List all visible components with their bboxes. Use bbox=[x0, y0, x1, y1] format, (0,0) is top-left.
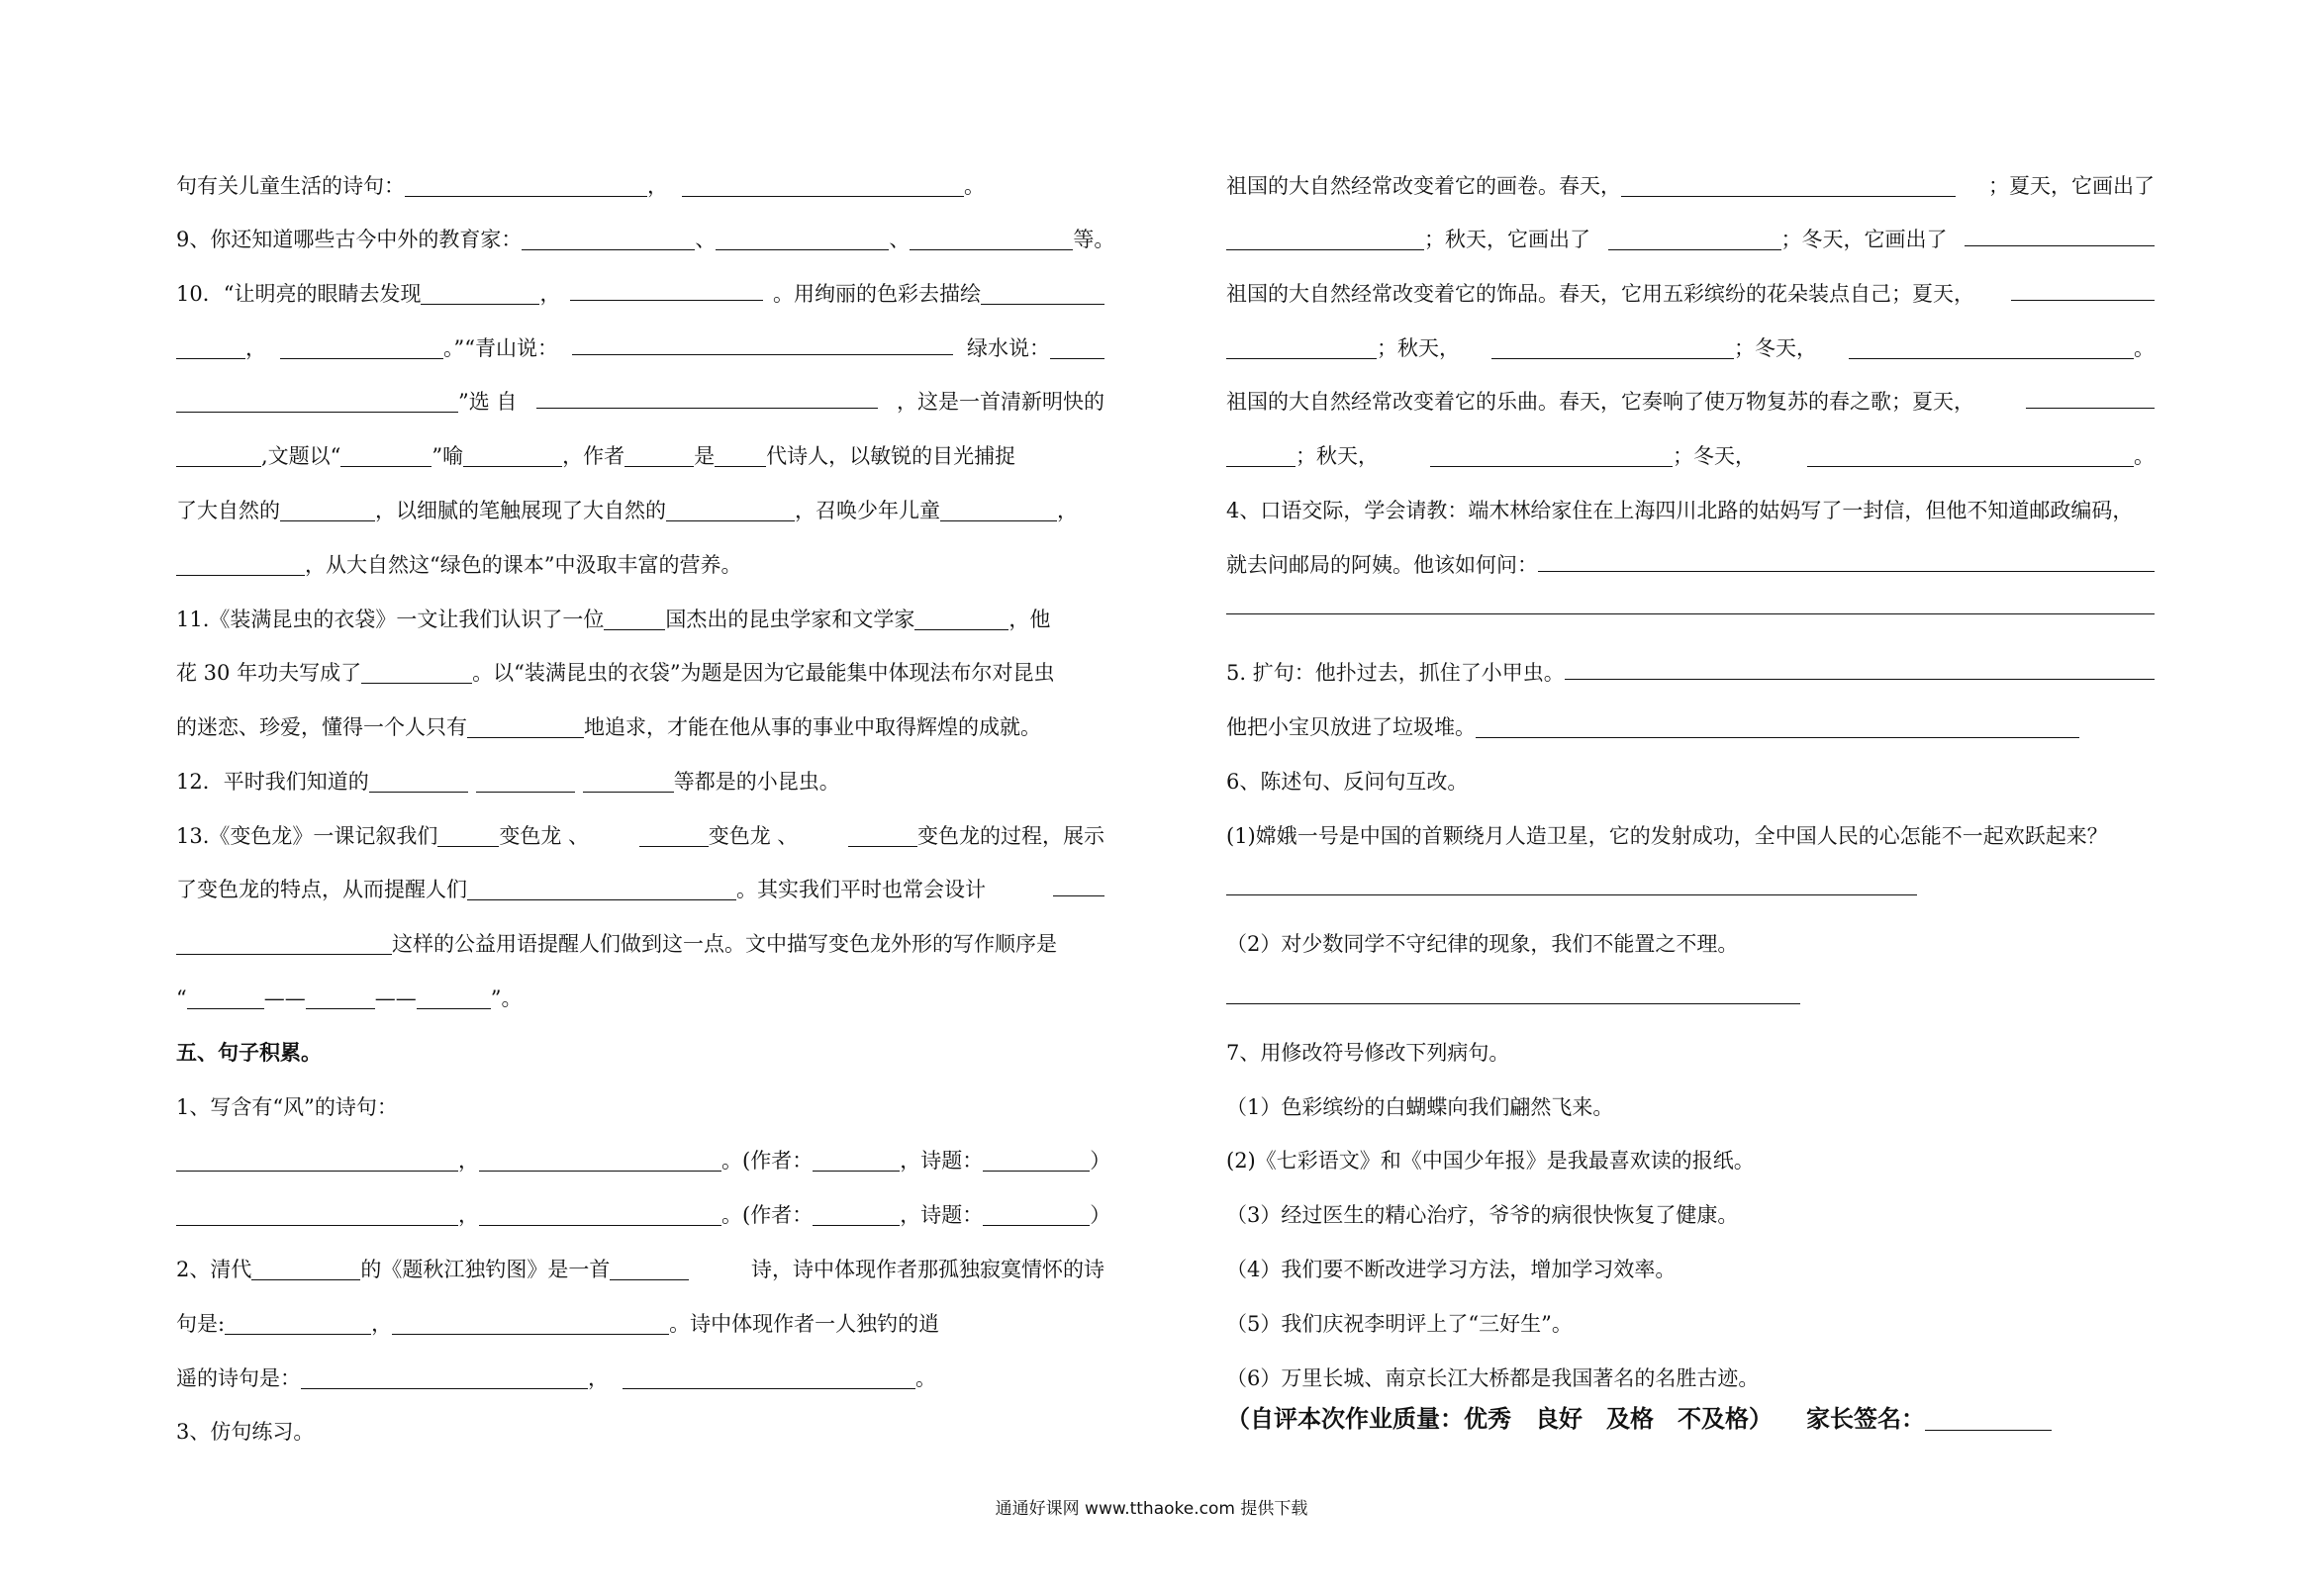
line: 的迷恋、珍爱，懂得一个人只有 地追求，才能在他从事的事业中取得辉煌的成就。 bbox=[176, 707, 1104, 747]
blank[interactable] bbox=[1226, 224, 1424, 250]
line: ， 。”“青山说： 绿水说： bbox=[176, 329, 1104, 368]
line: （5）我们庆祝李明评上了“三好生”。 bbox=[1226, 1312, 1573, 1336]
blank[interactable] bbox=[280, 495, 375, 521]
line: 3、仿句练习。 bbox=[176, 1420, 315, 1444]
blank[interactable] bbox=[1053, 870, 1104, 896]
line: 了大自然的 ，以细腻的笔触展现了大自然的 ，召唤少年儿童 ， bbox=[176, 491, 1104, 530]
answer-line[interactable] bbox=[1538, 545, 2155, 572]
self-eval-label: （自评本次作业质量：优秀 bbox=[1226, 1405, 1511, 1433]
blank[interactable] bbox=[572, 329, 953, 355]
blank[interactable] bbox=[583, 766, 674, 793]
option-good[interactable]: 良好 bbox=[1535, 1405, 1583, 1433]
blank[interactable] bbox=[623, 1362, 915, 1389]
line: ；秋天， ；冬天， 。 bbox=[1226, 329, 2155, 368]
blank[interactable] bbox=[1965, 220, 2155, 246]
answer-line[interactable] bbox=[1565, 653, 2155, 680]
line: 12．平时我们知道的 等都是的小昆虫。 bbox=[176, 762, 1104, 801]
blank[interactable] bbox=[1050, 332, 1104, 359]
blank[interactable] bbox=[176, 332, 245, 359]
blank[interactable] bbox=[467, 874, 736, 900]
blank[interactable] bbox=[340, 440, 432, 467]
line: ；秋天， ；冬天， 。 bbox=[1226, 436, 2155, 476]
blank[interactable] bbox=[914, 604, 1008, 630]
line: 4、口语交际，学会请教：端木林给家住在上海四川北路的姑妈写了一封信，但他不知道邮政编码， bbox=[1226, 499, 2134, 522]
footer: 通通好课网 www.tthaoke.com 提供下载 bbox=[995, 1499, 1308, 1519]
blank[interactable] bbox=[536, 382, 878, 409]
line: 11.《装满昆虫的衣袋》一文让我们认识了一位 国杰出的昆虫学家和文学家 ，他 bbox=[176, 600, 1104, 639]
section-heading: 五、句子积累。 bbox=[176, 1041, 322, 1065]
blank[interactable] bbox=[848, 820, 917, 847]
line: 他把小宝贝放进了垃圾堆。 bbox=[1226, 707, 2155, 747]
blank[interactable] bbox=[176, 1199, 458, 1226]
blank[interactable] bbox=[666, 495, 795, 521]
blank[interactable] bbox=[176, 386, 458, 413]
line: 句有关儿童生活的诗句： ， 。 bbox=[176, 166, 1104, 206]
answer-line[interactable] bbox=[1226, 869, 1917, 895]
blank[interactable] bbox=[463, 440, 562, 467]
blank[interactable] bbox=[813, 1145, 900, 1172]
line: 5. 扩句：他扑过去，抓住了小甲虫。 bbox=[1226, 653, 2155, 693]
blank[interactable] bbox=[417, 983, 491, 1009]
blank[interactable] bbox=[2026, 382, 2155, 409]
blank[interactable] bbox=[1608, 224, 1781, 250]
answer-line[interactable] bbox=[1476, 711, 2079, 738]
line: 祖国的大自然经常改变着它的画卷。春天， ；夏天，它画出了 bbox=[1226, 166, 2155, 206]
blank[interactable] bbox=[1226, 332, 1377, 359]
answer-line[interactable] bbox=[1226, 978, 1800, 1004]
blank[interactable] bbox=[421, 278, 539, 305]
line: 13.《变色龙》一课记叙我们 变色龙 、 变色龙 、 变色龙的过程，展示 bbox=[176, 816, 1104, 856]
blank[interactable] bbox=[604, 604, 665, 630]
line: 9、你还知道哪些古今中外的教育家： 、 、 等。 bbox=[176, 220, 1104, 259]
parent-signature-blank[interactable] bbox=[1925, 1400, 2052, 1431]
blank[interactable] bbox=[715, 440, 766, 467]
line: 6、陈述句、反问句互改。 bbox=[1226, 770, 1469, 794]
line: “ —— —— ”。 bbox=[176, 979, 1104, 1018]
blank[interactable] bbox=[437, 820, 499, 847]
blank[interactable] bbox=[716, 224, 889, 250]
blank[interactable] bbox=[280, 332, 443, 359]
line: 句是: ， 。诗中体现作者一人独钓的逍 bbox=[176, 1304, 1104, 1344]
line: （2）对少数同学不守纪律的现象，我们不能置之不理。 bbox=[1226, 932, 1739, 956]
line: （6）万里长城、南京长江大桥都是我国著名的名胜古迹。 bbox=[1226, 1366, 1760, 1390]
line: ， 。(作者： ，诗题： ） bbox=[176, 1141, 1104, 1180]
option-pass[interactable]: 及格 bbox=[1606, 1405, 1654, 1433]
blank[interactable] bbox=[522, 224, 695, 250]
blank[interactable] bbox=[405, 170, 647, 197]
blank[interactable] bbox=[639, 820, 709, 847]
line: 1、写含有“风”的诗句： bbox=[176, 1095, 398, 1119]
blank[interactable] bbox=[1621, 170, 1956, 197]
parent-signature-label: 家长签名： bbox=[1806, 1405, 1925, 1433]
blank[interactable] bbox=[176, 440, 261, 467]
blank[interactable] bbox=[176, 1145, 458, 1172]
blank[interactable] bbox=[176, 549, 305, 576]
blank[interactable] bbox=[1849, 332, 2134, 359]
line: 花 30 年功夫写成了 。以“装满昆虫的衣袋”为题是因为它最能集中体现法布尔对昆虫 bbox=[176, 653, 1104, 693]
line: （4）我们要不断改进学习方法，增加学习效率。 bbox=[1226, 1258, 1677, 1281]
blank[interactable] bbox=[301, 1362, 588, 1389]
line: (2)《七彩语文》和《中国少年报》是我最喜欢读的报纸。 bbox=[1226, 1149, 1755, 1173]
line: 这样的公益用语提醒人们做到这一点。文中描写变色龙外形的写作顺序是 bbox=[176, 924, 1104, 964]
blank[interactable] bbox=[369, 766, 468, 793]
line: ；秋天，它画出了 ；冬天，它画出了 bbox=[1226, 220, 2155, 259]
answer-line[interactable] bbox=[1226, 588, 2155, 614]
blank[interactable] bbox=[187, 983, 264, 1009]
blank[interactable] bbox=[467, 711, 584, 738]
line: 祖国的大自然经常改变着它的饰品。春天，它用五彩缤纷的花朵装点自己；夏天， bbox=[1226, 274, 2155, 314]
blank[interactable] bbox=[1807, 440, 2134, 467]
line: ”选 自 ，这是一首清新明快的 bbox=[176, 382, 1104, 422]
blank[interactable] bbox=[1430, 440, 1673, 467]
blank[interactable] bbox=[2011, 274, 2155, 301]
line: 了变色龙的特点，从而提醒人们 。其实我们平时也常会设计 bbox=[176, 870, 1104, 909]
blank[interactable] bbox=[476, 766, 575, 793]
line: 就去问邮局的阿姨。他该如何问： bbox=[1226, 545, 2155, 585]
blank[interactable] bbox=[392, 1308, 669, 1335]
blank[interactable] bbox=[1226, 440, 1295, 467]
blank[interactable] bbox=[983, 1145, 1090, 1172]
line: 2、清代 的《题秋江独钓图》是一首 诗，诗中体现作者那孤独寂寞情怀的诗 bbox=[176, 1250, 1104, 1289]
blank[interactable] bbox=[610, 1254, 689, 1280]
blank[interactable] bbox=[251, 1254, 360, 1280]
blank[interactable] bbox=[1491, 332, 1734, 359]
blank[interactable] bbox=[813, 1199, 900, 1226]
blank[interactable] bbox=[940, 495, 1057, 521]
line: （3）经过医生的精心治疗，爷爷的病很快恢复了健康。 bbox=[1226, 1203, 1739, 1227]
blank[interactable] bbox=[682, 170, 964, 197]
blank[interactable] bbox=[479, 1145, 721, 1172]
blank[interactable] bbox=[479, 1199, 721, 1226]
line: 遥的诗句是： ， 。 bbox=[176, 1359, 1104, 1398]
line: (1)嫦娥一号是中国的首颗绕月人造卫星，它的发射成功，全中国人民的心怎能不一起欢跃起来？ bbox=[1226, 824, 2108, 848]
line: ,文题以“ ”喻 ，作者 是 代诗人，以敏锐的目光捕捉 bbox=[176, 436, 1104, 476]
line: 祖国的大自然经常改变着它的乐曲。春天，它奏响了使万物复苏的春之歌；夏天， bbox=[1226, 382, 2155, 422]
line: ， 。(作者： ，诗题： ） bbox=[176, 1195, 1104, 1235]
blank[interactable] bbox=[225, 1308, 371, 1335]
blank[interactable] bbox=[361, 657, 472, 684]
option-fail[interactable]: 不及格） bbox=[1678, 1405, 1773, 1433]
blank[interactable] bbox=[570, 274, 763, 301]
blank[interactable] bbox=[624, 440, 694, 467]
blank[interactable] bbox=[306, 983, 375, 1009]
line: （1）色彩缤纷的白蝴蝶向我们翩然飞来。 bbox=[1226, 1095, 1614, 1119]
line: 7、用修改符号修改下列病句。 bbox=[1226, 1041, 1510, 1065]
blank[interactable] bbox=[910, 224, 1073, 250]
line: 10．“让明亮的眼睛去发现 ， 。用绚丽的色彩去描绘 bbox=[176, 274, 1104, 314]
blank[interactable] bbox=[983, 1199, 1090, 1226]
blank[interactable] bbox=[981, 278, 1104, 305]
line: ，从大自然这“绿色的课本”中汲取丰富的营养。 bbox=[176, 545, 1104, 585]
blank[interactable] bbox=[176, 928, 392, 955]
self-evaluation bbox=[1226, 1399, 2052, 1434]
